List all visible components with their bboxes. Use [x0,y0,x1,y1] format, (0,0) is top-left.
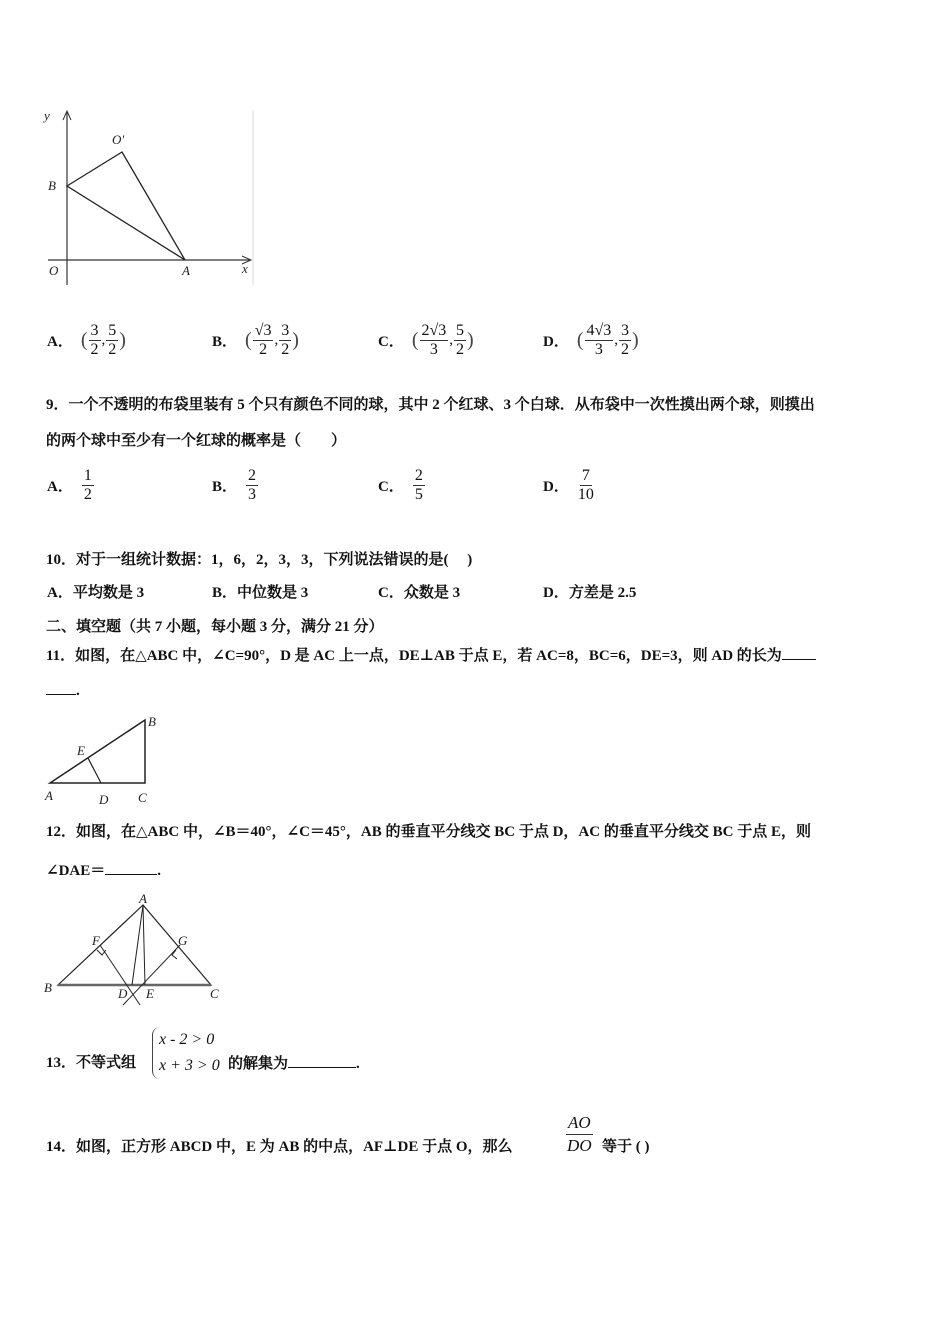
label-O: O [49,263,59,278]
label-G: G [178,933,188,948]
q14-suffix: 等于 ( ) [602,1139,650,1155]
y-denominator: 2 [456,341,465,358]
numerator: 2 [248,467,257,484]
numerator: 7 [581,467,590,484]
x-numerator: √3 [254,322,272,339]
q10-option-a: A．平均数是 3 [47,585,145,601]
denominator: DO [567,1136,592,1155]
y-numerator: 5 [108,322,117,339]
q10-option-d: D．方差是 2.5 [543,585,637,601]
label-E: E [77,743,85,758]
section-heading: 二、填空题（共 7 小题，每小题 3 分，满分 21 分） [46,619,384,635]
ratio-fraction [566,1112,593,1157]
numerator: 1 [83,467,92,484]
y-denominator: 2 [621,341,630,358]
label-B: B [148,714,156,729]
q10-text: 10．对于一组统计数据：1，6，2，3，3，下列说法错误的是( ) [46,552,473,568]
option-label: C． [378,334,404,350]
segment-AD [132,905,143,985]
numerator: 2 [414,467,423,484]
q9-text-line1: 9．一个不透明的布袋里装有 5 个只有颜色不同的球，其中 2 个红球、3 个白球．从布袋中一次性摸出两个球，则摸出 [46,397,815,413]
numerator: AO [566,1112,593,1135]
q12-angle: ∠DAE＝ [46,863,106,879]
inequality-system [152,1027,220,1079]
denominator: 3 [248,486,257,503]
q9-option-c [378,467,426,504]
y-numerator: 5 [456,322,465,339]
denominator: 2 [83,486,92,503]
period: . [157,863,161,879]
q11-question: 11．如图，在△ABC 中，∠C=90°，D 是 AC 上一点，DE⊥AB 于点 E，若 AC=8，BC=6，DE=3，则 AD 的长为 [46,648,782,664]
x-denominator: 2 [90,341,99,358]
label-E: E [146,986,154,1001]
label-C: C [210,986,219,1001]
q8-option-a: A． ( $\frac{3}{2}$ , $\frac{5}{2}$ ) [47,322,126,358]
x-numerator: 3 [90,322,99,339]
denominator: 5 [414,486,423,503]
answer-blank[interactable] [782,645,816,660]
label-A: A [45,788,53,803]
q14-prefix: 14．如图，正方形 ABCD 中，E 为 AB 的中点，AF⊥DE 于点 O，那么 [46,1139,513,1155]
x-denominator: 3 [429,341,438,358]
inequality-2: x + 3 > 0 [159,1057,220,1074]
q10-option-c: C．众数是 3 [378,585,461,601]
period: . [356,1056,360,1072]
inequality-1: x - 2 > 0 [159,1031,215,1048]
label-B: B [48,178,56,193]
y-denominator: 2 [108,341,117,358]
q10-option-b: B．中位数是 3 [212,585,309,601]
segment-AE [143,905,145,985]
x-numerator: 4√3 [586,322,612,339]
label-y: y [44,108,50,123]
answer-blank[interactable] [288,1053,356,1068]
q12-triangle-figure [0,0,240,1010]
y-numerator: 3 [281,322,290,339]
y-denominator: 2 [281,341,290,358]
option-label: D． [543,479,569,495]
q8-option-b: B． ( $\frac{√3}{2}$ , $\frac{3}{2}$ ) [212,322,299,358]
label-B: B [44,980,52,995]
q9-text-line2: 的两个球中至少有一个红球的概率是（ ） [46,433,347,449]
x-numerator: 2√3 [421,322,447,339]
option-label: A． [47,334,73,350]
label-x: x [242,261,248,276]
period: . [76,683,80,699]
option-label: A． [47,479,73,495]
q9-option-d [543,467,595,504]
label-A: A [139,891,147,906]
option-label: D． [543,334,569,350]
q8-option-d: D． ( $\frac{4√3}{3}$ , $\frac{3}{2}$ ) [543,322,639,358]
x-denominator: 3 [594,341,603,358]
label-A: A [182,263,190,278]
q8-option-c: C． ( $\frac{2√3}{3}$ , $\frac{5}{2}$ ) [378,322,474,358]
denominator: 10 [577,486,594,503]
y-numerator: 3 [621,322,630,339]
option-label: B． [212,479,238,495]
q13-suffix [228,1053,360,1074]
label-O-prime: O′ [112,132,125,147]
option-label: C． [378,479,404,495]
q13-suffix-text: 的解集为 [228,1056,289,1072]
label-F: F [92,933,100,948]
option-label: B． [212,334,238,350]
x-denominator: 2 [259,341,268,358]
label-D: D [99,792,109,807]
label-D: D [118,986,128,1001]
q13-prefix: 13．不等式组 [46,1055,137,1071]
q12-text: 12．如图，在△ABC 中，∠B＝40°，∠C＝45°，AB 的垂直平分线交 BC 于点 D，AC 的垂直平分线交 BC 于点 E，则 [46,824,811,840]
label-C: C [138,790,147,805]
